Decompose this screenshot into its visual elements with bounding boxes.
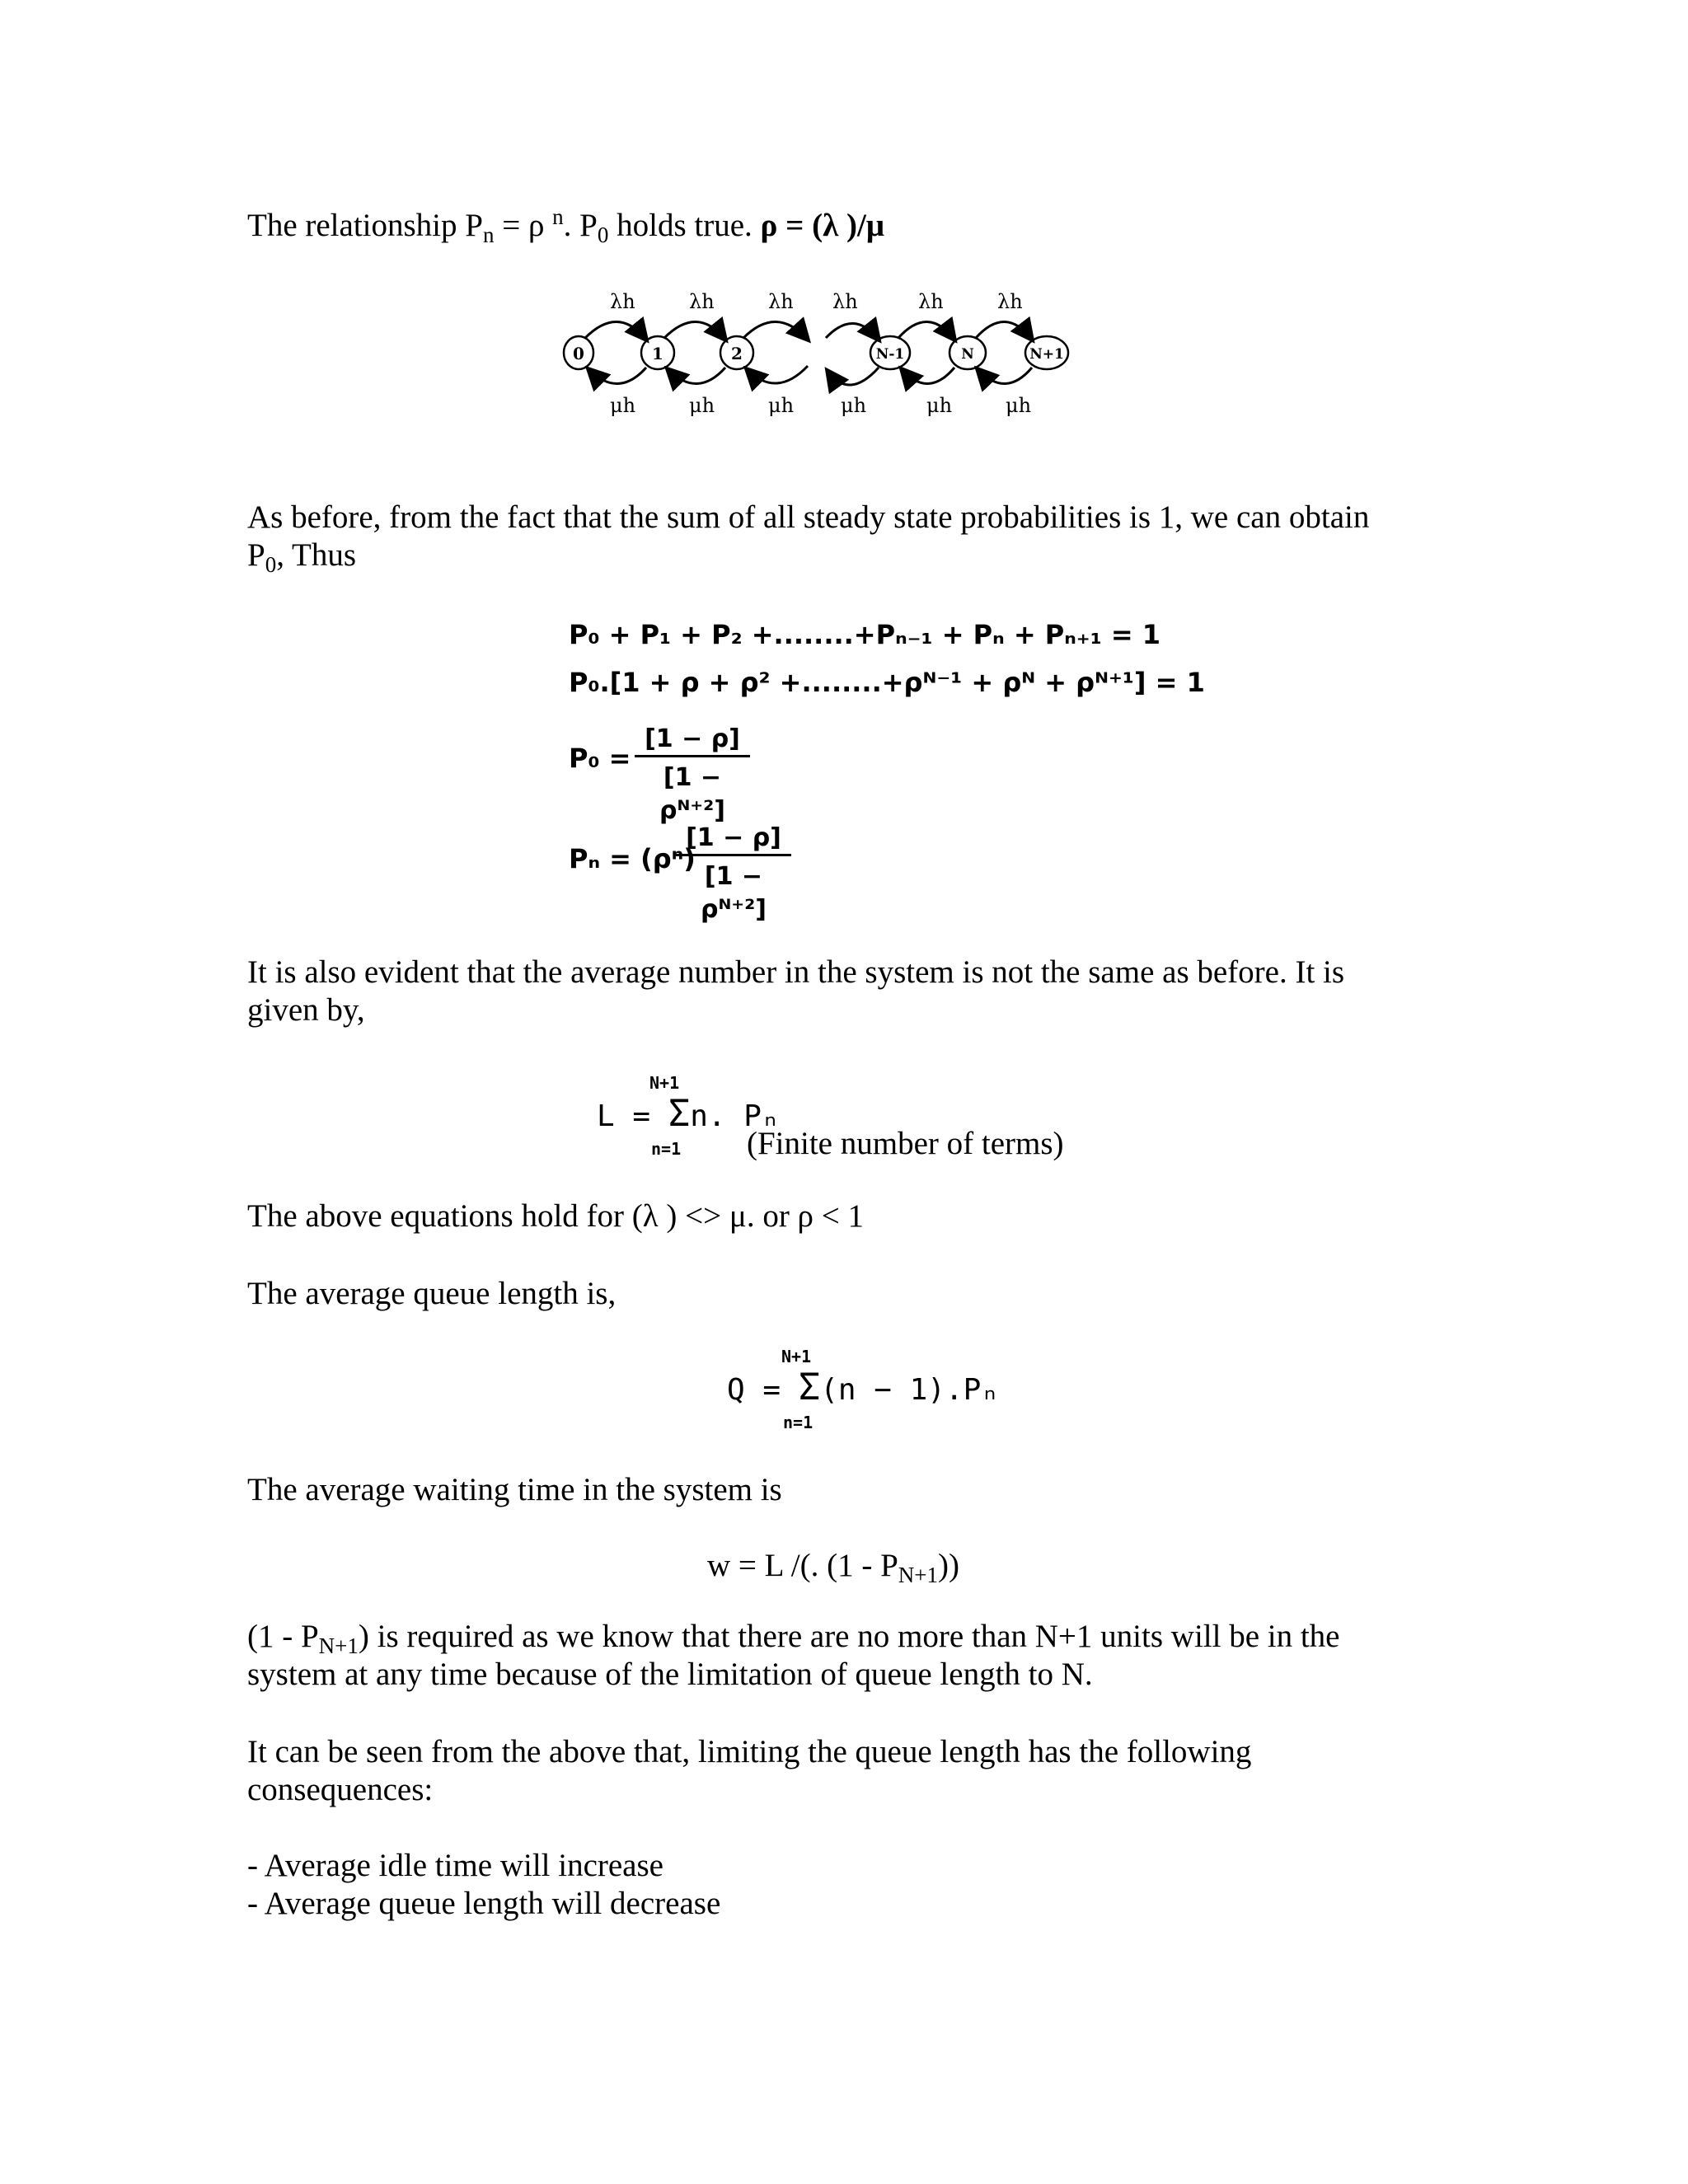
para-cons-line2: consequences: [247, 1772, 434, 1807]
para-sum-line2 [247, 536, 356, 584]
equation-factored-sum: P₀.[1 + ρ + ρ² +........+ρᴺ⁻¹ + ρᴺ + ρᴺ⁺¹] = 1 [569, 667, 1205, 698]
equation-w-prefix: w = L /(. (1 - P [707, 1548, 898, 1583]
subscript-zero: 0 [265, 552, 277, 577]
state-circle-n-minus-1 [870, 336, 910, 369]
para-req-line2: system at any time because of the limitation of queue length to N. [247, 1657, 1093, 1692]
svg-text:2: 2 [731, 344, 743, 363]
mu-label: μh [610, 394, 636, 417]
subscript-n-plus-1: N+1 [898, 1563, 939, 1587]
equation-p0-numerator: [1 − ρ] [635, 724, 750, 757]
sum-lower-limit-Q: n=1 [783, 1413, 814, 1432]
para-sum-line1: As before, from the fact that the sum of all steady state probabilities is 1, we can obtain [247, 499, 1370, 535]
relationship-eq: = ρ [494, 208, 553, 243]
p-symbol: P [247, 537, 265, 573]
superscript-n: n [552, 204, 564, 229]
relationship-text: The relationship P [247, 208, 483, 243]
svg-text:N+1: N+1 [1029, 346, 1064, 363]
relationship-mid: . P [563, 208, 598, 243]
para-sum-rest: , Thus [276, 537, 356, 573]
mu-label: μh [768, 394, 795, 417]
equation-sum-probabilities: P₀ + P₁ + P₂ +........+Pₙ₋₁ + Pₙ + Pₙ₊₁ = 1 [569, 619, 1161, 650]
equation-pn-denominator: [1 − ρᴺ⁺²] [701, 862, 767, 924]
state-circle-2 [720, 336, 753, 369]
equation-p0-denominator: [1 − ρᴺ⁺²] [659, 763, 725, 825]
subscript-n-plus-1: N+1 [318, 1633, 359, 1658]
para-avg-line1: It is also evident that the average number in the system is not the same as before. It is [247, 954, 1345, 990]
state-transition-diagram [560, 288, 1080, 429]
lambda-labels [610, 290, 1023, 313]
state-circle-n-plus-1 [1025, 336, 1068, 369]
para-req-prefix: (1 - P [247, 1619, 319, 1654]
list-item: - Average idle time will increase [247, 1848, 663, 1883]
relationship-line [247, 198, 884, 255]
para-cons-line1: It can be seen from the above that, limiting the queue length has the following [247, 1734, 1252, 1769]
para-req-rest: ) is required as we know that there are no more than N+1 units will be in the [358, 1619, 1340, 1654]
lambda-label: λh [832, 290, 858, 313]
equation-w [707, 1546, 959, 1595]
waiting-time-line: The average waiting time in the system is [247, 1472, 782, 1507]
equation-Q-lhs: Q = [727, 1373, 799, 1407]
svg-text:0: 0 [573, 344, 584, 363]
equation-Q [727, 1366, 999, 1408]
svg-text:N: N [961, 346, 974, 363]
state-circle-0 [564, 336, 593, 369]
state-circle-n [950, 336, 986, 369]
lambda-label: λh [689, 290, 715, 313]
queue-length-line: The average queue length is, [247, 1276, 617, 1311]
mu-label: μh [841, 394, 867, 417]
sum-upper-limit-L: N+1 [649, 1073, 680, 1093]
mu-label: μh [926, 394, 953, 417]
equation-w-suffix: )) [938, 1548, 959, 1583]
lambda-label: λh [997, 290, 1023, 313]
subscript-zero: 0 [597, 223, 609, 247]
relationship-suffix: holds true. [608, 208, 761, 243]
mu-label: μh [689, 394, 715, 417]
svg-text:1: 1 [652, 344, 663, 363]
equation-L-term: n. Pₙ [690, 1099, 780, 1133]
mu-label: μh [1006, 394, 1032, 417]
sum-lower-limit-L: n=1 [651, 1139, 682, 1159]
state-circle-1 [641, 336, 674, 369]
svg-text:N-1: N-1 [875, 346, 905, 363]
finite-terms-note: (Finite number of terms) [747, 1126, 1064, 1161]
equation-pn-lhs: Pₙ = (ρⁿ) [569, 843, 696, 874]
equation-Q-term: (n − 1).Pₙ [820, 1373, 999, 1407]
mu-labels [610, 394, 1031, 417]
list-item: - Average queue length will decrease [247, 1886, 721, 1921]
equation-p0-lhs: P₀ = [569, 743, 631, 774]
equation-pn-numerator: [1 − ρ] [676, 823, 791, 856]
equation-L-lhs: L = [597, 1099, 668, 1133]
sigma-symbol: Σ [798, 1366, 821, 1408]
sigma-symbol: Σ [668, 1093, 691, 1135]
lambda-label: λh [610, 290, 635, 313]
rho-definition: ρ = (λ )/μ [760, 208, 884, 243]
sum-upper-limit-Q: N+1 [781, 1347, 812, 1366]
lambda-label: λh [918, 290, 944, 313]
lambda-label: λh [768, 290, 794, 313]
para-avg-line2: given by, [247, 992, 365, 1028]
subscript-n: n [482, 223, 495, 247]
hold-condition-line: The above equations hold for (λ ) <> μ. or ρ < 1 [247, 1198, 865, 1234]
